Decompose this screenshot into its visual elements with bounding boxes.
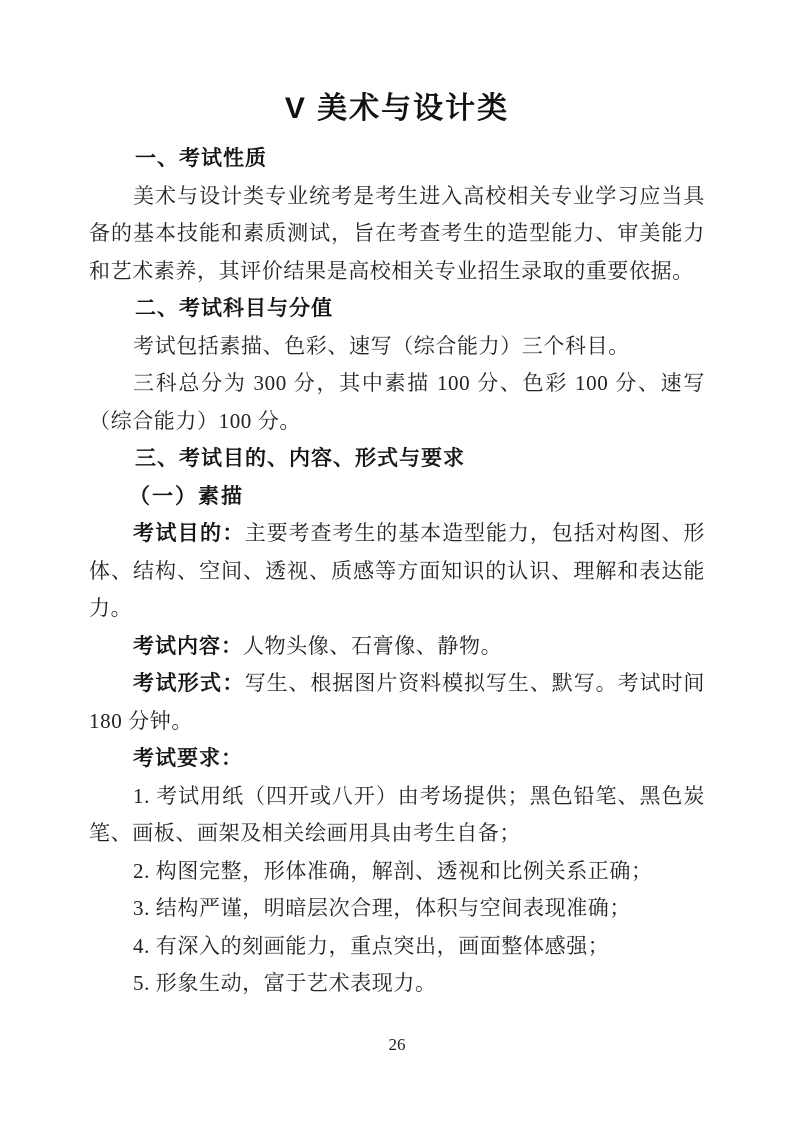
- requirement-item-2: 2. 构图完整，形体准确，解剖、透视和比例关系正确；: [133, 858, 653, 883]
- paragraph-exam-nature: 美术与设计类专业统考是考生进入高校相关专业学习应当具备的基本技能和素质测试，旨在考查考生的造型能力、审美能力和艺术素养，其评价结果是高校相关专业招生录取的重要依据。: [89, 183, 705, 283]
- section-heading-exam-nature: 一、考试性质: [135, 147, 267, 170]
- exam-purpose-text: 主要考查考生的基本造型能力，包括对构图、形体、结构、空间、透视、质感等方面知识的认识、理解和表达能力。: [89, 521, 705, 620]
- paragraph-scores: 三科总分为 300 分，其中素描 100 分、色彩 100 分、速写（综合能力）100 分。: [89, 371, 705, 433]
- paragraph-exam-content: [89, 628, 705, 666]
- paragraph-exam-requirements-label: [89, 740, 705, 778]
- requirement-item-4: 4. 有深入的刻画能力，重点突出，画面整体感强；: [133, 933, 610, 958]
- requirement-item-5: 5. 形象生动，富于艺术表现力。: [133, 971, 437, 995]
- paragraph-exam-purpose: [89, 515, 705, 628]
- paragraph-subjects: 考试包括素描、色彩、速写（综合能力）三个科目。: [133, 333, 630, 358]
- paragraph-exam-form: [89, 665, 705, 740]
- section-heading-subjects-scores: 二、考试科目与分值: [135, 297, 333, 320]
- exam-form-label: 考试形式：: [133, 672, 245, 695]
- exam-purpose-label: 考试目的：: [133, 522, 245, 545]
- document-content: [89, 86, 705, 1003]
- exam-content-text: 人物头像、石膏像、静物。: [243, 633, 503, 658]
- exam-content-label: 考试内容：: [133, 634, 243, 658]
- section-heading-purpose-content-form: 三、考试目的、内容、形式与要求: [135, 447, 465, 470]
- requirement-item-3: 3. 结构严谨，明暗层次合理，体积与空间表现准确；: [133, 896, 631, 920]
- page-number: 26: [388, 1035, 406, 1054]
- requirement-item-1: 1. 考试用纸（四开或八开）由考场提供；黑色铅笔、黑色炭笔、画板、画架及相关绘画用具由考生自备；: [89, 783, 705, 845]
- subsection-heading-sketch: （一）素描: [129, 483, 244, 508]
- exam-requirements-label: 考试要求：: [133, 747, 243, 770]
- exam-form-text: 写生、根据图片资料模拟写生、默写。考试时间 180 分钟。: [89, 671, 705, 733]
- page-title: V 美术与设计类: [284, 92, 510, 125]
